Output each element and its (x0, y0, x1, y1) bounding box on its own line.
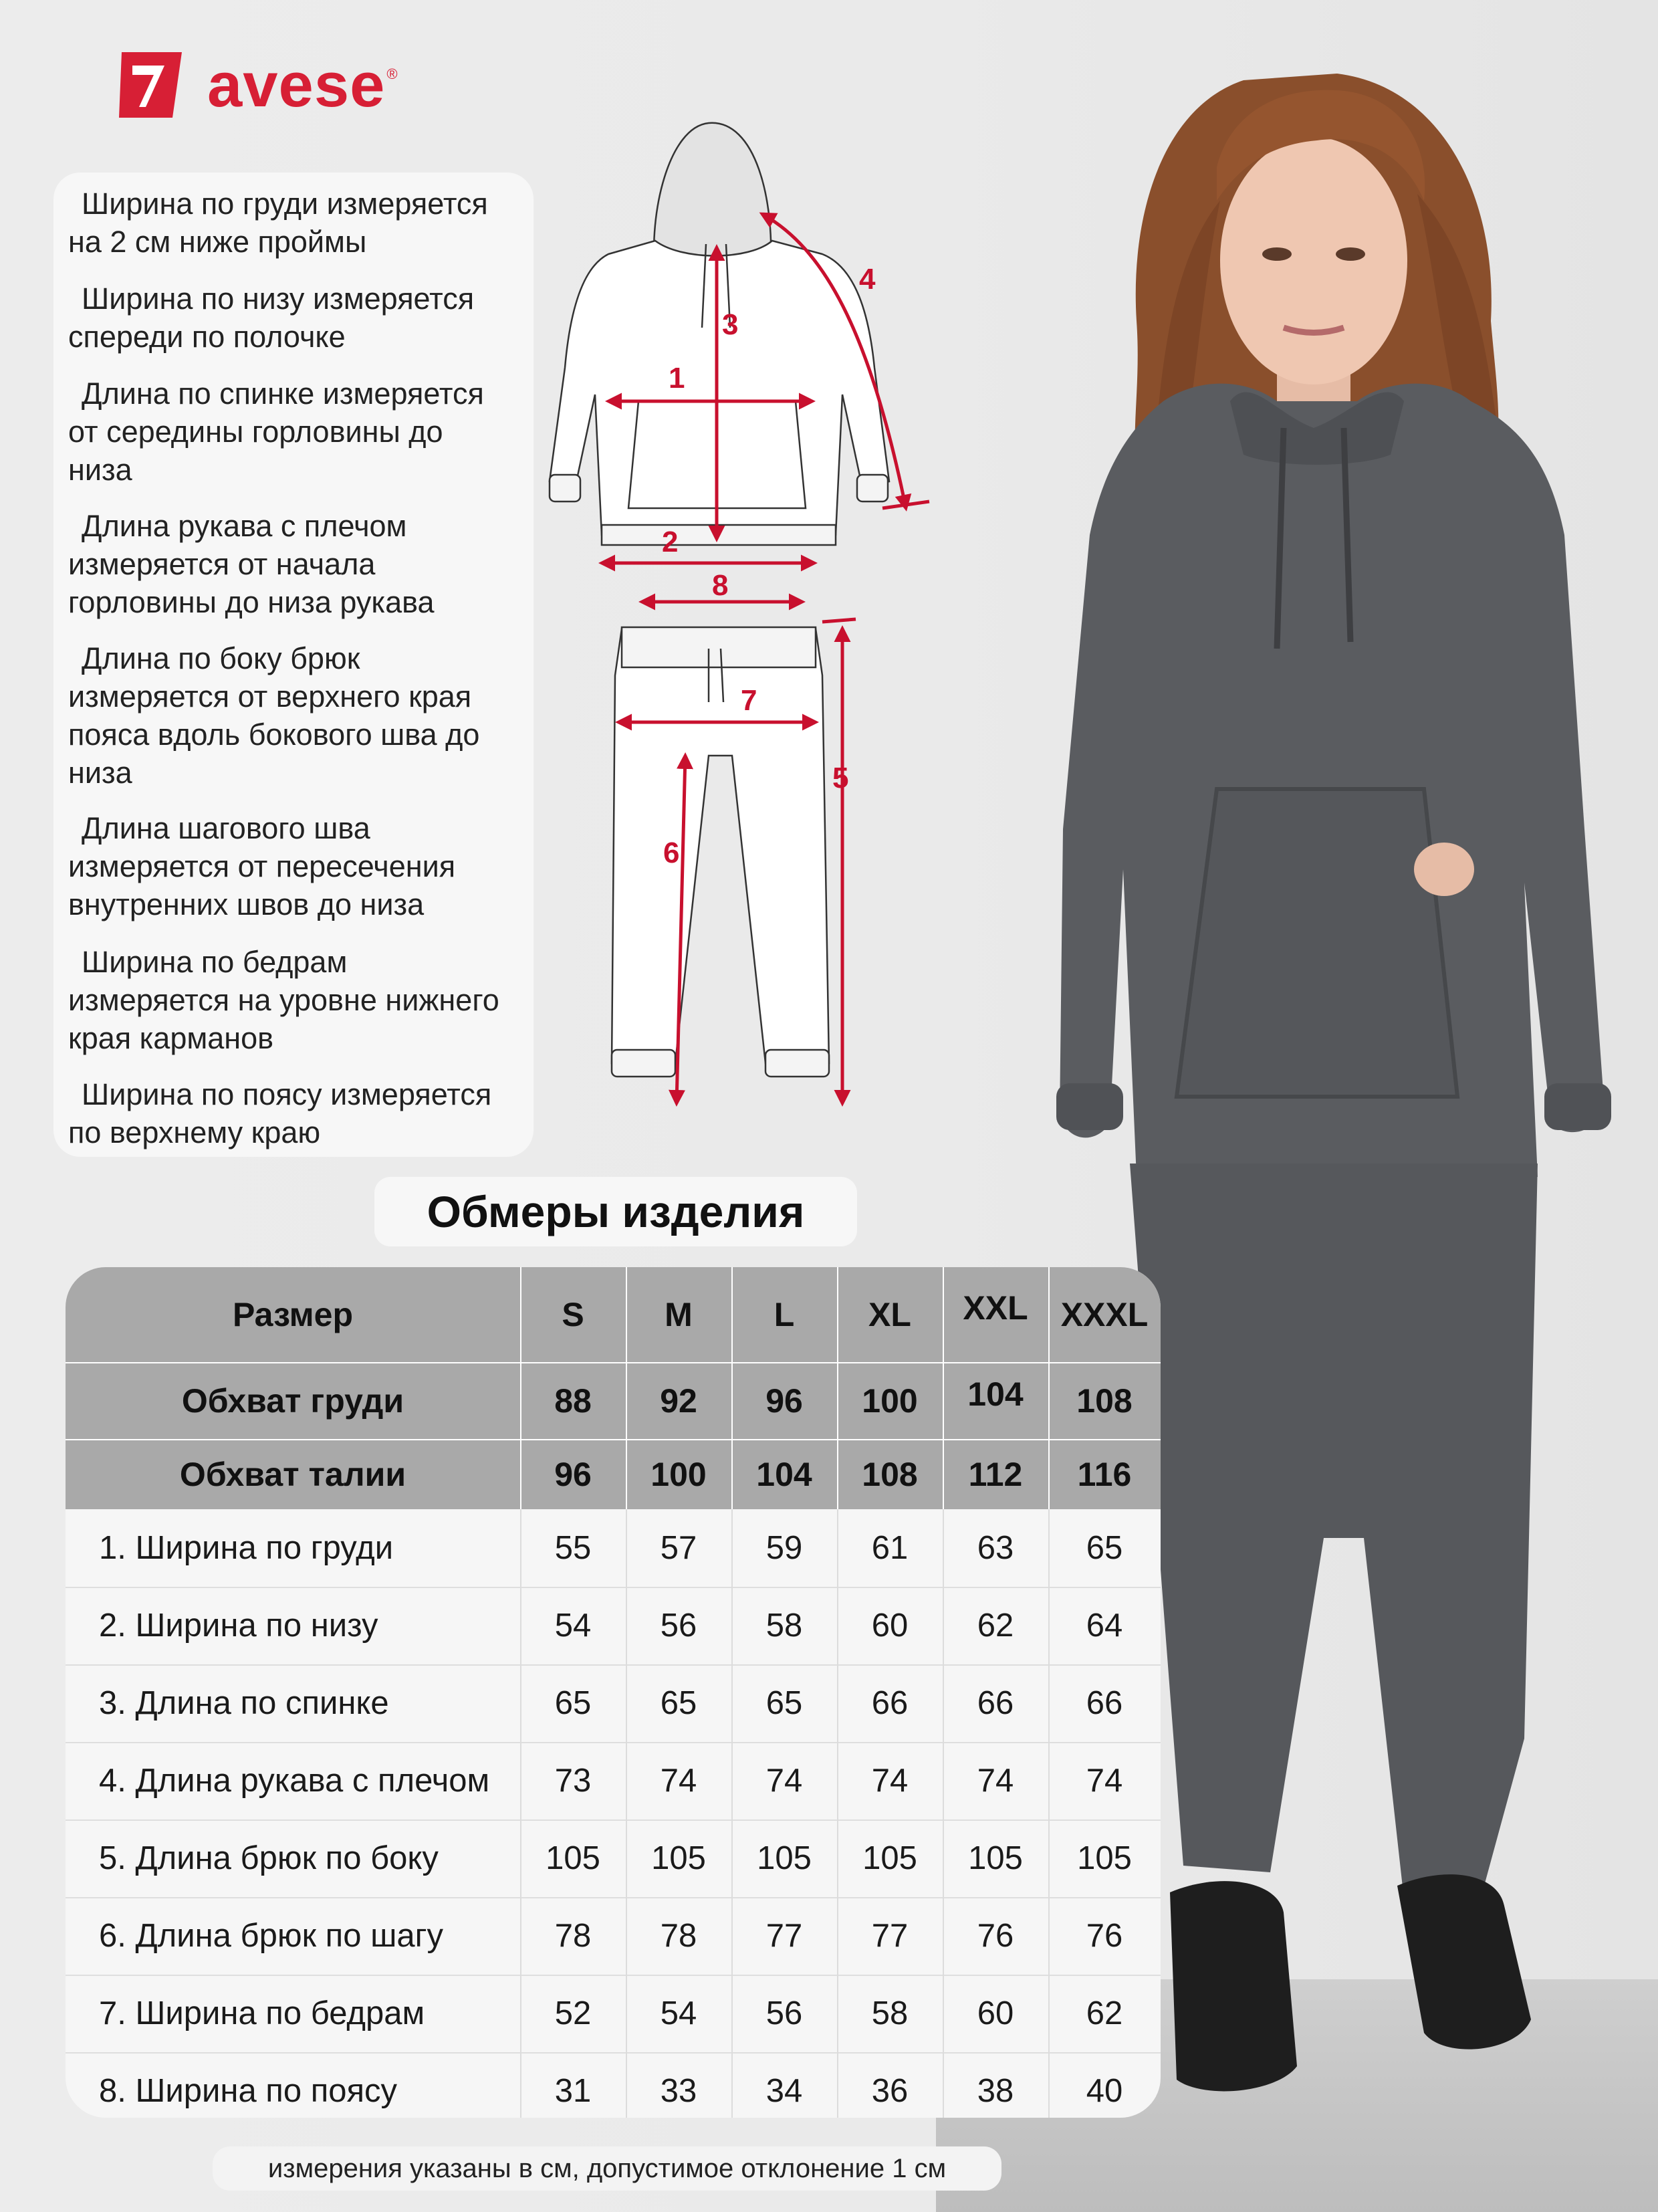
header-size-label: Размер (232, 1296, 354, 1333)
divider (943, 1267, 944, 1509)
row-value: 66 (871, 1685, 909, 1721)
note-line: горловины до низа рукава (68, 585, 435, 619)
note-chest-width (68, 185, 536, 261)
row-label: 2. Ширина по низу (99, 1608, 378, 1644)
size-xl: XL (868, 1296, 911, 1333)
waist-girth-label: Обхват талии (179, 1455, 406, 1493)
waist-girth-value: 100 (650, 1455, 707, 1493)
waist-girth-value: 104 (756, 1455, 812, 1493)
label-measure-5: 5 (832, 762, 849, 794)
row-value: 36 (871, 2073, 909, 2109)
label-measure-8: 8 (712, 569, 729, 602)
row-value: 74 (765, 1763, 803, 1799)
note-line: внутренних швов до низа (68, 887, 425, 921)
divider (837, 1267, 838, 1509)
divider (837, 1509, 838, 2118)
note-line: спереди по полочке (68, 320, 346, 354)
size-s: S (562, 1296, 584, 1333)
brand-registered-mark: ® (386, 66, 398, 82)
row-value: 40 (1086, 2073, 1123, 2109)
row-label: 5. Длина брюк по боку (99, 1840, 439, 1876)
table-title: Обмеры изделия (427, 1187, 805, 1236)
divider (66, 1742, 1161, 1743)
row-value: 105 (546, 1840, 600, 1876)
label-measure-7: 7 (741, 684, 757, 717)
note-line: Длина по боку брюк (82, 641, 360, 675)
row-value: 62 (1086, 1995, 1123, 2031)
measurement-notes-panel (53, 173, 534, 1157)
size-m: M (665, 1296, 693, 1333)
note-line: от середины горловины до (68, 415, 443, 449)
divider (66, 2052, 1161, 2054)
note-line: Ширина по низу измеряется (82, 282, 475, 316)
row-label: 6. Длина брюк по шагу (99, 1918, 444, 1954)
chest-girth-value: 104 (967, 1375, 1024, 1413)
note-line: Ширина по бедрам (82, 945, 348, 979)
note-line: Длина по спинке измеряется (82, 376, 484, 411)
row-value: 55 (554, 1530, 592, 1566)
row-value: 77 (871, 1918, 909, 1954)
footnote-box (213, 2146, 1001, 2191)
note-line: пояса вдоль бокового шва до (68, 717, 480, 752)
row-value: 65 (1086, 1530, 1123, 1566)
chest-girth-label: Обхват груди (181, 1381, 404, 1420)
note-line: низа (68, 453, 132, 487)
chest-girth-value: 88 (554, 1381, 592, 1420)
row-value: 65 (660, 1685, 697, 1721)
waist-girth-value: 108 (862, 1455, 918, 1493)
row-value: 76 (1086, 1918, 1123, 1954)
row-value: 105 (968, 1840, 1023, 1876)
logo-mark-icon (112, 45, 191, 124)
footnote: измерения указаны в см, допустимое отклонение 1 см (267, 2153, 947, 2183)
note-line: Длина рукава с плечом (82, 509, 407, 543)
divider (520, 1267, 521, 1509)
chest-girth-value: 100 (862, 1381, 918, 1420)
chest-girth-value: 92 (660, 1381, 697, 1420)
row-value: 54 (554, 1608, 592, 1644)
brand-name: avese (207, 49, 386, 120)
note-line: измеряется от начала (68, 547, 376, 581)
row-value: 66 (1086, 1685, 1123, 1721)
note-back-length (68, 374, 536, 489)
divider (66, 1897, 1161, 1898)
note-line: измеряется от пересечения (68, 849, 456, 883)
row-value: 74 (660, 1763, 697, 1799)
note-line: по верхнему краю (68, 1115, 321, 1149)
garment-diagrams (508, 114, 949, 1130)
note-side-length (68, 639, 536, 792)
note-sleeve-length (68, 507, 536, 621)
row-value: 60 (871, 1608, 909, 1644)
note-line: измеряется от верхнего края (68, 679, 472, 713)
row-value: 34 (765, 2073, 803, 2109)
row-value: 63 (977, 1530, 1014, 1566)
note-line: Ширина по груди измеряется (82, 187, 488, 221)
divider (66, 1975, 1161, 1976)
row-value: 66 (977, 1685, 1014, 1721)
pants-drawing (612, 627, 829, 1077)
note-inseam-length (68, 809, 536, 923)
note-hip-width (68, 943, 536, 1057)
note-line: Длина шагового шва (82, 811, 370, 845)
row-value: 38 (977, 2073, 1014, 2109)
row-value: 64 (1086, 1608, 1123, 1644)
size-xxl: XXL (963, 1289, 1028, 1327)
row-value: 56 (765, 1995, 803, 2031)
divider (731, 1509, 733, 2118)
row-value: 105 (757, 1840, 812, 1876)
divider (66, 1362, 1161, 1363)
note-waist-width (68, 1075, 536, 1151)
divider (66, 1439, 1161, 1440)
hoodie-drawing (550, 123, 889, 545)
row-value: 74 (1086, 1763, 1123, 1799)
row-value: 61 (871, 1530, 909, 1566)
brand-logo (112, 45, 398, 124)
divider (66, 1664, 1161, 1666)
row-label: 8. Ширина по поясу (99, 2073, 398, 2109)
row-value: 78 (660, 1918, 697, 1954)
row-value: 77 (765, 1918, 803, 1954)
row-label: 7. Ширина по бедрам (99, 1995, 425, 2031)
row-value: 78 (554, 1918, 592, 1954)
row-value: 57 (660, 1530, 697, 1566)
row-value: 105 (862, 1840, 917, 1876)
divider (1048, 1509, 1050, 2118)
note-line: края карманов (68, 1021, 274, 1055)
row-value: 65 (554, 1685, 592, 1721)
row-value: 59 (765, 1530, 803, 1566)
row-value: 105 (1077, 1840, 1132, 1876)
note-bottom-width (68, 280, 536, 356)
label-measure-2: 2 (662, 526, 679, 558)
note-line: на 2 см ниже проймы (68, 225, 367, 259)
row-value: 62 (977, 1608, 1014, 1644)
divider (626, 1267, 627, 1509)
waist-girth-value: 116 (1077, 1455, 1132, 1493)
label-measure-3: 3 (722, 308, 739, 341)
label-measure-1: 1 (669, 362, 685, 395)
note-line: Ширина по поясу измеряется (82, 1077, 492, 1111)
size-xxxl: XXXL (1060, 1296, 1149, 1333)
divider (943, 1509, 944, 2118)
row-label: 3. Длина по спинке (99, 1685, 389, 1721)
divider (1048, 1267, 1050, 1509)
row-value: 58 (765, 1608, 803, 1644)
row-value: 33 (660, 2073, 697, 2109)
divider (66, 1819, 1161, 1821)
table-title-box (374, 1177, 857, 1246)
row-value: 58 (871, 1995, 909, 2031)
row-value: 60 (977, 1995, 1014, 2031)
chest-girth-value: 108 (1076, 1381, 1133, 1420)
divider (520, 1509, 521, 2118)
label-measure-6: 6 (663, 837, 680, 869)
row-value: 105 (651, 1840, 706, 1876)
row-value: 31 (554, 2073, 592, 2109)
row-value: 65 (765, 1685, 803, 1721)
row-label: 4. Длина рукава с плечом (99, 1763, 490, 1799)
row-value: 56 (660, 1608, 697, 1644)
label-measure-4: 4 (859, 263, 876, 296)
row-value: 73 (554, 1763, 592, 1799)
note-line: измеряется на уровне нижнего (68, 983, 499, 1017)
divider (731, 1267, 733, 1509)
row-value: 76 (977, 1918, 1014, 1954)
waist-girth-value: 112 (968, 1455, 1023, 1493)
row-label: 1. Ширина по груди (99, 1530, 394, 1566)
waist-girth-value: 96 (554, 1455, 592, 1493)
size-table (66, 1267, 1161, 2118)
divider (626, 1509, 627, 2118)
row-value: 52 (554, 1995, 592, 2031)
row-value: 54 (660, 1995, 697, 2031)
note-line: низа (68, 756, 132, 790)
row-value: 74 (977, 1763, 1014, 1799)
size-l: L (774, 1296, 795, 1333)
row-value: 74 (871, 1763, 909, 1799)
divider (66, 1587, 1161, 1588)
chest-girth-value: 96 (765, 1381, 803, 1420)
